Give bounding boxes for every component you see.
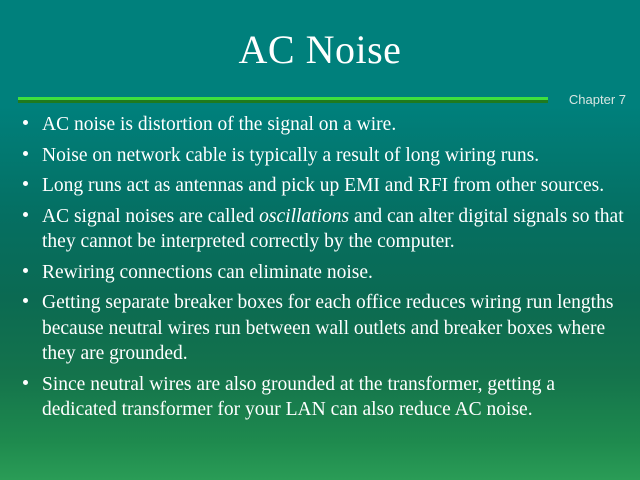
- slide-body: [10, 112, 632, 428]
- divider-shadow: [18, 100, 548, 103]
- bullet-text: AC signal noises are called oscillations and can alter digital signals so that they cannot be interpreted correctly by the computer.: [42, 205, 624, 252]
- bullet-dot-icon: [23, 298, 28, 303]
- bullet-dot-icon: [23, 151, 28, 156]
- title-divider: [18, 97, 548, 104]
- list-item: [10, 260, 632, 286]
- list-item: [10, 143, 632, 169]
- bullet-text: Noise on network cable is typically a result of long wiring runs.: [42, 144, 540, 166]
- bullet-text: Getting separate breaker boxes for each office reduces wiring run lengths because neutral wires run between wall outlets and breaker boxes where they are grounded.: [42, 292, 614, 364]
- bullet-dot-icon: [23, 268, 28, 273]
- slide-title-area: [0, 26, 640, 74]
- list-item: [10, 173, 632, 199]
- bullet-text: Long runs act as antennas and pick up EMI and RFI from other sources.: [42, 175, 605, 196]
- bullet-dot-icon: [23, 380, 28, 385]
- page-title: AC Noise: [238, 27, 402, 72]
- bullet-list: [10, 112, 632, 423]
- bullet-text: Rewiring connections can eliminate noise.: [42, 261, 373, 283]
- bullet-dot-icon: [23, 181, 28, 186]
- bullet-text: Since neutral wires are also grounded at the transformer, getting a dedicated transformer for your LAN can also reduce AC noise.: [42, 373, 556, 420]
- list-item: [10, 112, 632, 138]
- list-item: [10, 204, 632, 255]
- bullet-dot-icon: [23, 120, 28, 125]
- bullet-text: AC noise is distortion of the signal on a wire.: [42, 114, 397, 135]
- list-item: [10, 372, 632, 423]
- list-item: [10, 290, 632, 367]
- bullet-dot-icon: [23, 212, 28, 217]
- chapter-label: Chapter 7: [568, 92, 626, 107]
